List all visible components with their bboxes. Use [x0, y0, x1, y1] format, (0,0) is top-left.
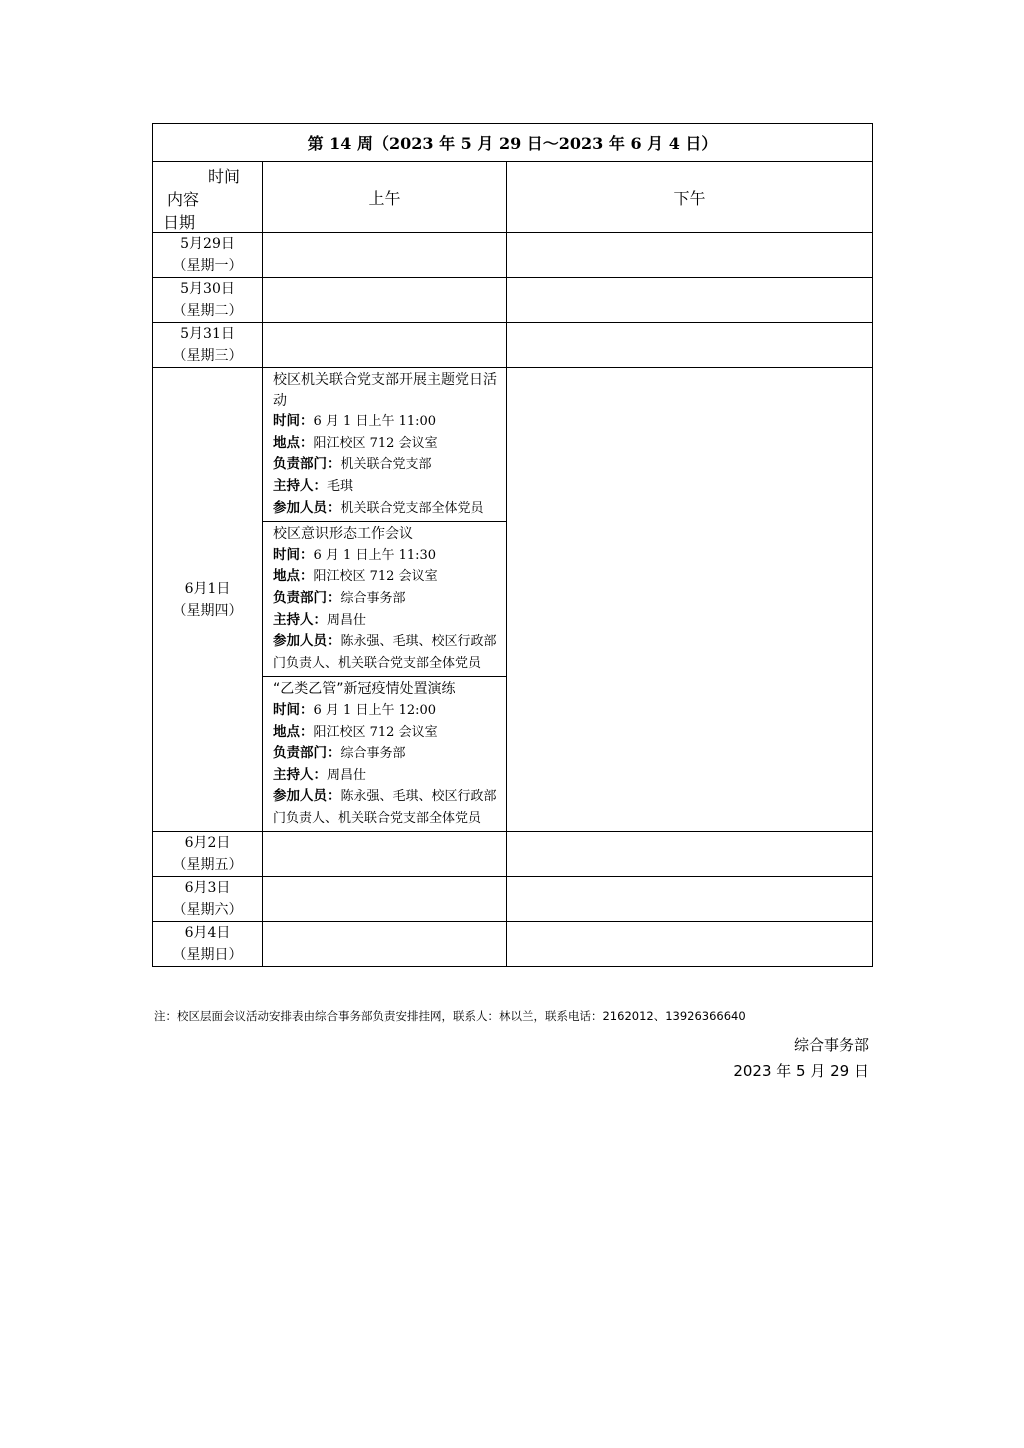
- event-time: 时间：6 月 1 日上午 12:00: [273, 701, 437, 718]
- date-label: 5月31日: [180, 326, 235, 342]
- header-row: [153, 162, 873, 233]
- header-time-label: 时间: [208, 167, 241, 186]
- morning-cell: [263, 877, 507, 922]
- weekday-label: （星期三）: [172, 348, 243, 364]
- event-place: 地点：阳江校区 712 会议室: [273, 723, 438, 740]
- title-row: [153, 124, 873, 162]
- day-row: [153, 233, 873, 278]
- day-row: [153, 368, 873, 832]
- event-time: 时间：6 月 1 日上午 11:30: [273, 546, 437, 563]
- afternoon-cell: [507, 922, 873, 967]
- event-attendees: 参加人员：陈永强、毛琪、校区行政部门负责人、机关联合党支部全体党员: [273, 633, 497, 671]
- date-cell: [153, 922, 263, 967]
- weekday-label: （星期日）: [172, 947, 243, 964]
- afternoon-cell: [507, 832, 873, 877]
- header-date-label: 日期: [163, 213, 196, 232]
- date-label: 6月4日: [184, 925, 231, 942]
- day-row: [153, 922, 873, 967]
- weekday-label: （星期六）: [172, 902, 243, 919]
- morning-cell: [263, 323, 507, 368]
- weekday-label: （星期五）: [172, 857, 243, 874]
- date-label: 6月3日: [184, 880, 231, 897]
- event-dept: 负责部门：机关联合党支部: [273, 456, 432, 473]
- date-label: 6月1日: [184, 580, 231, 597]
- date-cell: [153, 368, 263, 832]
- afternoon-cell: [507, 368, 873, 832]
- morning-cell: [263, 278, 507, 323]
- event-place: 地点：阳江校区 712 会议室: [273, 568, 438, 585]
- event-attendees: 参加人员：陈永强、毛琪、校区行政部门负责人、机关联合党支部全体党员: [273, 788, 497, 826]
- event-title: 校区机关联合党支部开展主题党日活动: [273, 372, 497, 409]
- day-row: [153, 877, 873, 922]
- weekday-label: （星期二）: [172, 303, 243, 319]
- event-time: 时间：6 月 1 日上午 11:00: [273, 413, 437, 430]
- event-list: [263, 368, 506, 831]
- event-place: 地点：阳江校区 712 会议室: [273, 434, 438, 451]
- schedule-title: 第 14 周（2023 年 5 月 29 日～2023 年 6 月 4 日）: [153, 124, 873, 162]
- day-row: [153, 323, 873, 368]
- event-host: 主持人：毛琪: [273, 477, 354, 494]
- morning-cell: [263, 922, 507, 967]
- weekday-label: （星期四）: [172, 602, 243, 619]
- footnote: 注：校区层面会议活动安排表由综合事务部负责安排挂网，联系人：林以兰，联系电话：2162012、13926366640: [154, 1009, 746, 1023]
- date-cell: [153, 278, 263, 323]
- signature-department: 综合事务部: [793, 1036, 869, 1054]
- event-title: 校区意识形态工作会议: [273, 526, 413, 543]
- date-label: 5月30日: [180, 281, 235, 297]
- afternoon-cell: [507, 323, 873, 368]
- event-attendees: 参加人员：机关联合党支部全体党员: [273, 499, 484, 516]
- event-dept: 负责部门：综合事务部: [273, 745, 406, 762]
- header-afternoon: 下午: [507, 162, 873, 233]
- date-label: 6月2日: [184, 835, 231, 852]
- header-content-label: 内容: [167, 190, 200, 209]
- morning-cell: [263, 832, 507, 877]
- event-title: “乙类乙管”新冠疫情处置演练: [273, 681, 456, 698]
- event-host: 主持人：周昌仕: [273, 766, 367, 783]
- date-cell: [153, 877, 263, 922]
- diagonal-header-cell: [153, 162, 263, 233]
- date-cell: [153, 233, 263, 278]
- date-cell: [153, 832, 263, 877]
- day-row: [153, 278, 873, 323]
- afternoon-cell: [507, 233, 873, 278]
- header-morning: 上午: [263, 162, 507, 233]
- date-label: 5月29日: [180, 236, 235, 252]
- weekday-label: （星期一）: [172, 258, 243, 274]
- morning-cell: [263, 233, 507, 278]
- event-item: [263, 522, 506, 677]
- afternoon-cell: [507, 278, 873, 323]
- event-dept: 负责部门：综合事务部: [273, 589, 406, 606]
- signature-date: 2023 年 5 月 29 日: [733, 1062, 869, 1080]
- day-row: [153, 832, 873, 877]
- afternoon-cell: [507, 877, 873, 922]
- morning-cell: [263, 368, 507, 832]
- event-item: [263, 677, 506, 831]
- event-host: 主持人：周昌仕: [273, 611, 367, 628]
- weekly-schedule-table: [152, 123, 873, 967]
- event-item: [263, 368, 506, 522]
- date-cell: [153, 323, 263, 368]
